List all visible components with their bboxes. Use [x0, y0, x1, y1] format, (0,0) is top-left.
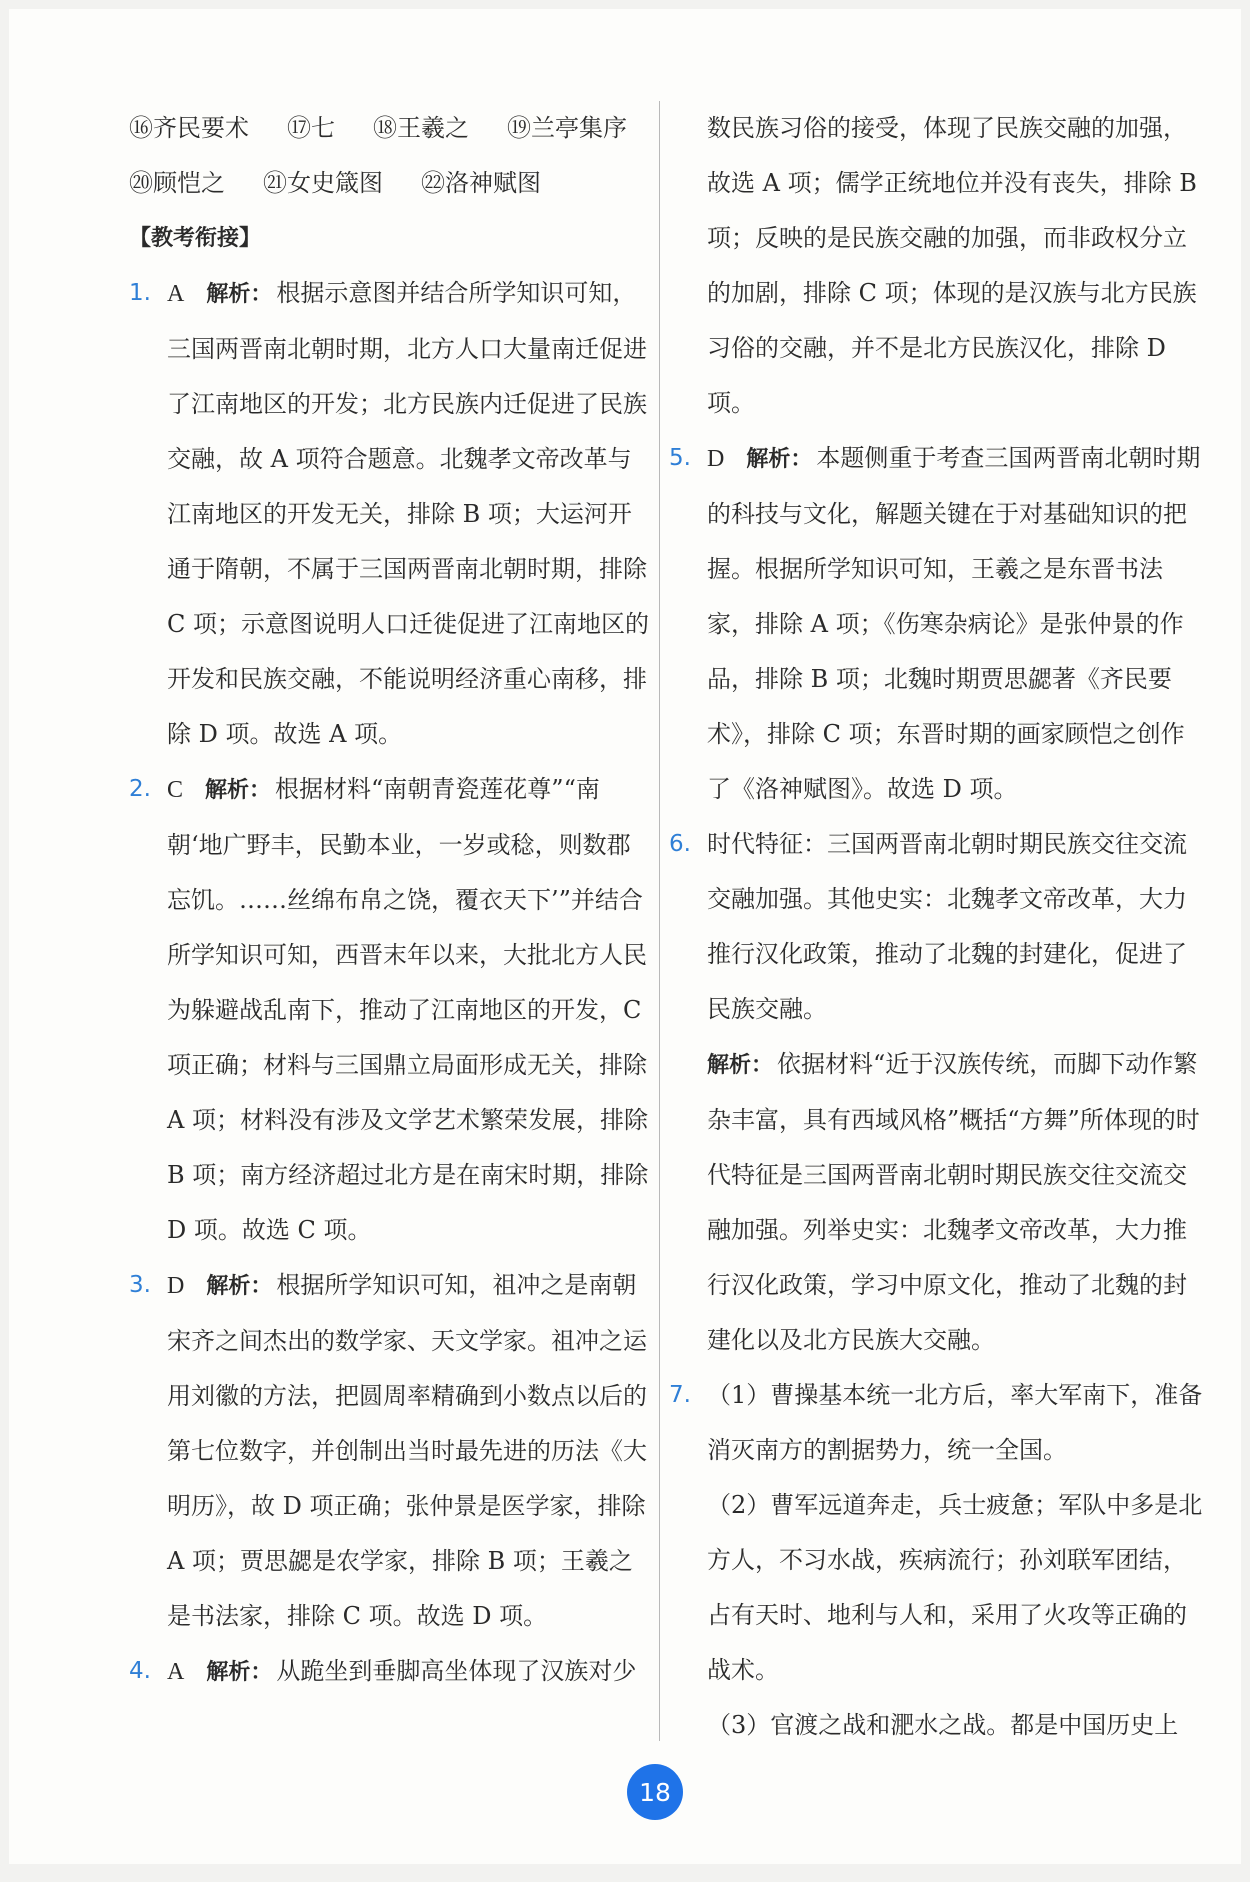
answer-16: ⑯齐民要术: [129, 114, 249, 142]
answer-18: ⑱王羲之: [373, 114, 469, 142]
right-column: [669, 101, 1204, 1753]
answer-letter: A: [167, 1659, 185, 1685]
answer-part-1: （1）曹操基本统一北方后，率大军南下，准备消灭南方的割据势力，统一全国。: [707, 1381, 1203, 1464]
column-divider: [659, 101, 660, 1741]
answer-part-2: （2）曹军远道奔走，兵士疲惫；军队中多是北方人，不习水战，疾病流行；孙刘联军团结，占有天时、地利与人和，采用了火攻等正确的战术。: [707, 1491, 1203, 1684]
analysis-label: 解析：: [205, 778, 272, 803]
question-number: 7.: [669, 1382, 691, 1408]
analysis-text: 依据材料“近于汉族传统，而脚下动作繁杂丰富，具有西域风格”概括“方舞”所体现的时代特征是三国两晋南北朝时期民族交往交流交融加强。列举史实：北魏孝文帝改革，大力推行汉化政策，学习中原文化，推动了北魏的封建化以及北方民族大交融。: [707, 1050, 1200, 1354]
textbook-page: [9, 9, 1241, 1864]
answer-letter: D: [167, 1273, 185, 1299]
answer-letter: D: [707, 446, 725, 472]
analysis-label: 解析：: [206, 1660, 273, 1685]
analysis-label: 解析：: [206, 1274, 273, 1299]
left-column: [129, 101, 654, 1700]
question-5: [669, 431, 1204, 817]
answer-letter: C: [167, 777, 184, 803]
answer-21: ㉑女史箴图: [263, 169, 383, 197]
question-2: [129, 762, 654, 1258]
question-4-continued: 数民族习俗的接受，体现了民族交融的加强，故选 A 项；儒学正统地位并没有丧失，排除 B 项；反映的是民族交融的加强，而非政权分立的加剧，排除 C 项；体现的是汉族与北方民族习俗的交融，并不是北方民族汉化，排除 D 项。: [707, 114, 1197, 417]
answer-letter: A: [167, 281, 185, 307]
answer-text: 时代特征：三国两晋南北朝时期民族交往交流交融加强。其他史实：北魏孝文帝改革，大力推行汉化政策，推动了北魏的封建化，促进了民族交融。: [707, 830, 1187, 1023]
question-number: 6.: [669, 831, 691, 857]
answer-20: ⑳顾恺之: [129, 169, 225, 197]
question-number: 4.: [129, 1658, 151, 1684]
analysis-text: 根据所学知识可知，祖冲之是南朝宋齐之间杰出的数学家、天文学家。祖冲之运用刘徽的方法，把圆周率精确到小数点以后的第七位数字，并创制出当时最先进的历法《大明历》，故 D 项正确；张仲景是医学家，排除 A 项；贾思勰是农学家，排除 B 项；王羲之是书法家，排除 C 项。故选 D 项。: [167, 1271, 647, 1630]
question-number: 1.: [129, 280, 151, 306]
analysis-label: 解析：: [746, 447, 813, 472]
question-7: [669, 1368, 1204, 1478]
answer-19: ⑲兰亭集序: [507, 114, 627, 142]
question-number: 5.: [669, 445, 691, 471]
analysis-label: 解析：: [707, 1053, 774, 1078]
question-6-analysis: [669, 1037, 1204, 1368]
analysis-text: 根据示意图并结合所学知识可知，三国两晋南北朝时期，北方人口大量南迁促进了江南地区的开发；北方民族内迁促进了民族交融，故 A 项符合题意。北魏孝文帝改革与江南地区的开发无关，排除 B 项；大运河开通于隋朝，不属于三国两晋南北朝时期，排除 C 项；示意图说明人口迁徙促进了江南地区的开发和民族交融，不能说明经济重心南移，排除 D 项。故选 A 项。: [167, 279, 649, 748]
question-6: [669, 817, 1204, 1037]
page-number: 18: [627, 1764, 683, 1820]
question-number: 3.: [129, 1272, 151, 1298]
analysis-text: 根据材料“南朝青瓷莲花尊”“南朝‘地广野丰，民勤本业，一岁或稔，则数郡忘饥。……丝绵布帛之饶，覆衣天下’”并结合所学知识可知，西晋末年以来，大批北方人民为躲避战乱南下，推动了江南地区的开发，C 项正确；材料与三国鼎立局面形成无关，排除 A 项；材料没有涉及文学艺术繁荣发展，排除 B 项；南方经济超过北方是在南宋时期，排除 D 项。故选 C 项。: [167, 775, 649, 1244]
analysis-text: 本题侧重于考查三国两晋南北朝时期的科技与文化，解题关键在于对基础知识的把握。根据所学知识可知，王羲之是东晋书法家，排除 A 项；《伤寒杂病论》是张仲景的作品，排除 B 项；北魏时期贾思勰著《齐民要术》，排除 C 项；东晋时期的画家顾恺之创作了《洛神赋图》。故选 D 项。: [707, 444, 1201, 803]
answer-part-3: （3）官渡之战和淝水之战。都是中国历史上: [707, 1711, 1179, 1739]
question-number: 2.: [129, 776, 151, 802]
analysis-label: 解析：: [206, 282, 273, 307]
answer-line-16-19: [129, 101, 654, 156]
answer-17: ⑰七: [287, 114, 335, 142]
answer-22: ㉒洛神赋图: [421, 169, 541, 197]
question-4: [129, 1644, 654, 1700]
question-3: [129, 1258, 654, 1644]
answer-line-20-22: [129, 156, 654, 211]
analysis-text: 从跪坐到垂脚高坐体现了汉族对少: [276, 1657, 637, 1685]
question-1: [129, 266, 654, 762]
section-title: 【教考衔接】: [129, 226, 262, 251]
